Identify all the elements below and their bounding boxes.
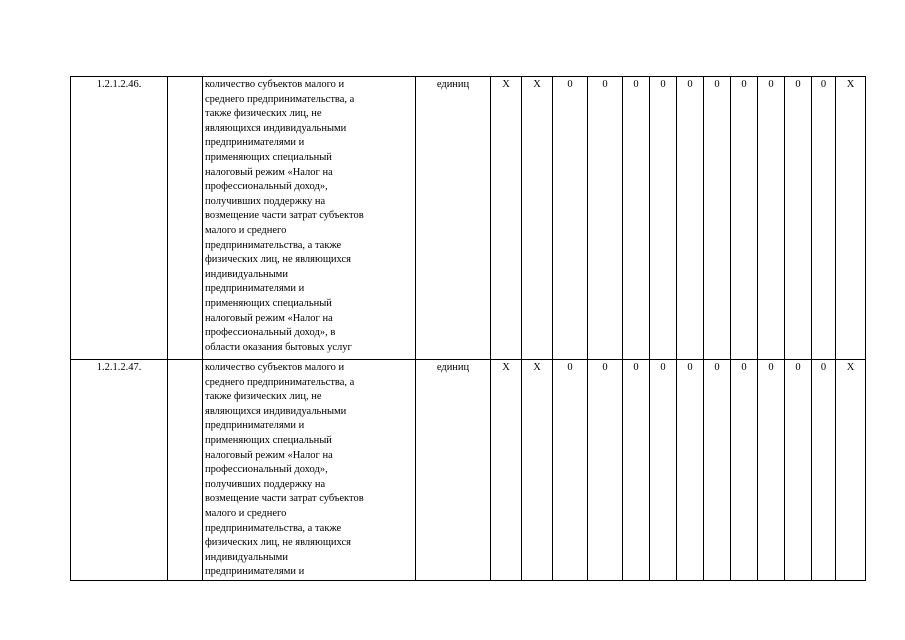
value-cell: X: [491, 77, 522, 360]
description-line: количество субъектов малого и: [205, 362, 345, 373]
description-line: физических лиц, не являющихся: [205, 254, 351, 266]
table-row: [71, 77, 866, 360]
description-line: индивидуальными: [205, 551, 288, 563]
description-line: профессиональный доход»,: [205, 181, 328, 193]
value-cell: 0: [677, 360, 704, 581]
row-description: [203, 360, 416, 581]
value-cell: 0: [785, 77, 812, 360]
value-cell: 0: [704, 77, 731, 360]
value-cell: 0: [758, 77, 785, 360]
row-unit: единиц: [416, 360, 491, 581]
description-line: предпринимателями и: [205, 137, 305, 149]
description-line: предпринимателями и: [205, 420, 305, 432]
description-line: индивидуальными: [205, 268, 288, 280]
empty-cell: [168, 360, 203, 581]
value-cell: 0: [785, 360, 812, 581]
description-line: налоговый режим «Налог на: [205, 312, 333, 324]
value-cell: X: [836, 77, 866, 360]
value-cell: 0: [588, 77, 623, 360]
description-line: получивших поддержку на: [205, 195, 326, 207]
value-cell: 0: [553, 360, 588, 581]
value-cell: X: [522, 360, 553, 581]
value-cell: 0: [553, 77, 588, 360]
value-cell: 0: [704, 360, 731, 581]
value-cell: 0: [650, 77, 677, 360]
value-cell: 0: [812, 360, 836, 581]
value-cell: X: [836, 360, 866, 581]
description-line: также физических лиц, не: [205, 108, 322, 120]
value-cell: 0: [812, 77, 836, 360]
description-line: предпринимателями и: [205, 566, 305, 578]
description-line: являющихся индивидуальными: [205, 405, 347, 417]
description-line: профессиональный доход», в: [205, 327, 336, 339]
value-cell: 0: [650, 360, 677, 581]
description-line: среднего предпринимательства, а: [205, 93, 355, 105]
value-cell: 0: [677, 77, 704, 360]
row-description: [203, 77, 416, 360]
value-cell: 0: [758, 360, 785, 581]
row-code: 1.2.1.2.46.: [71, 77, 168, 360]
description-line: являющихся индивидуальными: [205, 122, 347, 134]
table-row: [71, 360, 866, 581]
description-line: получивших поддержку на: [205, 478, 326, 490]
description-line: предпринимательства, а также: [205, 522, 342, 534]
description-line: применяющих специальный: [205, 434, 332, 446]
row-unit: единиц: [416, 77, 491, 360]
value-cell: X: [491, 360, 522, 581]
value-cell: 0: [588, 360, 623, 581]
description-line: среднего предпринимательства, а: [205, 376, 355, 388]
value-cell: X: [522, 77, 553, 360]
description-line: профессиональный доход»,: [205, 464, 328, 476]
description-line: предпринимательства, а также: [205, 239, 342, 251]
description-line: применяющих специальный: [205, 297, 332, 309]
row-code: 1.2.1.2.47.: [71, 360, 168, 581]
value-cell: 0: [623, 77, 650, 360]
empty-cell: [168, 77, 203, 360]
description-line: налоговый режим «Налог на: [205, 449, 333, 461]
description-line: предпринимателями и: [205, 283, 305, 295]
description-line: также физических лиц, не: [205, 391, 322, 403]
description-line: физических лиц, не являющихся: [205, 537, 351, 549]
description-line: малого и среднего: [205, 507, 287, 519]
value-cell: 0: [731, 360, 758, 581]
description-line: возмещение части затрат субъектов: [205, 210, 364, 222]
description-line: малого и среднего: [205, 224, 287, 236]
description-line: области оказания бытовых услуг: [205, 341, 352, 353]
value-cell: 0: [623, 360, 650, 581]
description-line: возмещение части затрат субъектов: [205, 493, 364, 505]
value-cell: 0: [731, 77, 758, 360]
description-line: налоговый режим «Налог на: [205, 166, 333, 178]
description-line: количество субъектов малого и: [205, 79, 345, 90]
description-line: применяющих специальный: [205, 151, 332, 163]
indicator-table: [70, 76, 866, 581]
